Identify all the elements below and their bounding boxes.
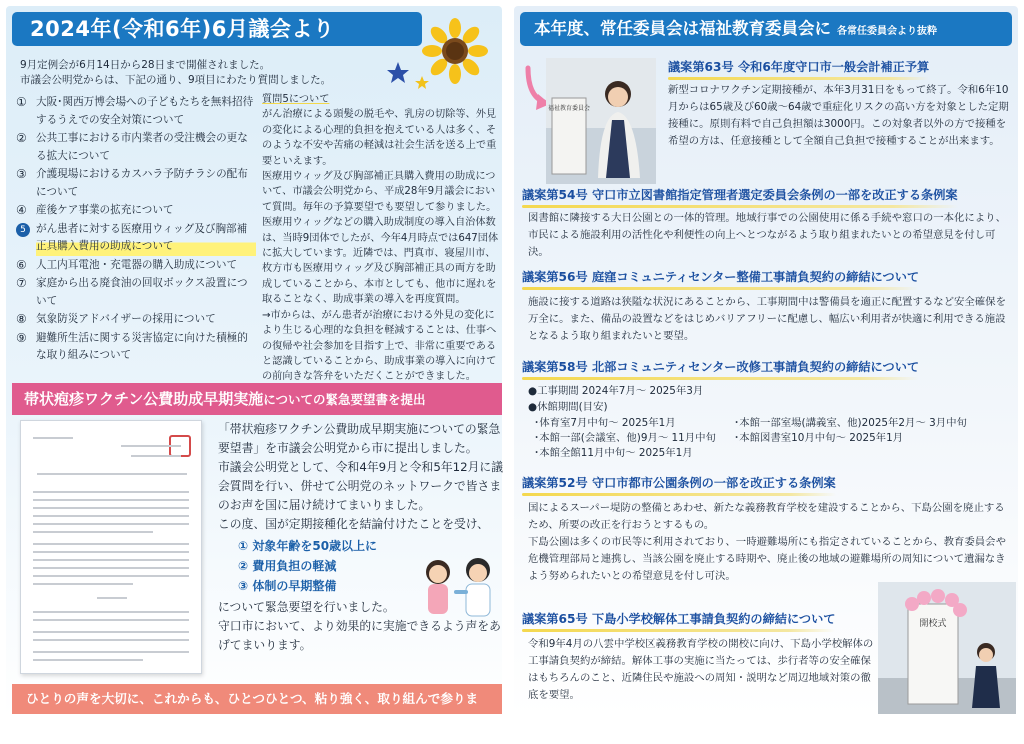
bill-56-heading: 議案第56号 庭窪コミュニティセンター整備工事請負契約の締結について	[522, 268, 919, 290]
question5-detail: 質問5について がん治療による頭髪の脱毛や、乳房の切除等、外見の変化による心理的負担を抱えている人は多く、そのような不安や苦痛の軽減は社会生活を送る上で重要といえます。 医療用ウィッグ及び胸部補正具購入費用の助成について、市議会公明党から、平成28年9月議会において質問。毎年の予算要望でも要望して参りました。 医療用ウィッグなどの購入助成制度の導入自治体数は、当時9団体でしたが、今年4月時点では647団体に拡大しています。近隣では、門真市、寝屋川市、枚方市も医療用ウィッグ及び胸部補正具の両方を助成していることから、本市としても、他市に遅れを取ることなく、助成事業の導入を再度質問。 →市からは、がん患者が治療における外見の変化により生じる心理的な負担を軽減することは、仕事への復帰や社会参加を目指す上で、非常に重要であると認識していることから、助成事業の導入に向けての前向きな答弁をいただくことができました。	[262, 92, 504, 385]
bill-54-body: 図書館に隣接する大日公園との一体的管理。地域行事での公園使用に係る手続や窓口の一本化により、市民による施設利用の活性化や利便性の向上へとつながるよう取り組まれたいとの希望意見を付し可決。	[528, 212, 1006, 258]
list-item: ⑥ 人工内耳電池・充電器の購入助成について	[16, 257, 238, 272]
bill-58-heading: 議案第58号 北部コミュニティセンター改修工事請負契約の締結について	[522, 358, 919, 380]
intro-text: 9月定例会が6月14日から28日まで開催されました。 市議会公明党からは、下記の通り、9項目にわたり質問しました。	[20, 59, 332, 86]
closure-item: ･本館図書室10月中旬～ 2025年1月	[734, 432, 904, 444]
committee-sign: 福祉教育委員会	[547, 105, 591, 112]
committee-title: 本年度、常任委員会は福祉教育委員会に 各常任委員会より抜粋	[520, 12, 1012, 46]
bill-63-body: 新型コロナワクチン定期接種が、本年3月31日をもって終了。令和6年10月からは65歳及び60歳～64歳で重症化リスクの高い方を対象とした定期接種に。原則有料で自己負担額は3000円。この対象者以外の方で接種を希望の方は、任意接種として全額自己負担で接種することが出来ます。	[668, 84, 1009, 147]
bill-63-heading: 議案第63号 令和6年度守口市一般会計補正予算	[668, 58, 929, 80]
bill-65-heading: 議案第65号 下島小学校解体工事請負契約の締結について	[522, 610, 835, 632]
list-item: ⑧ 気象防災アドバイザーの採用について	[16, 312, 216, 326]
list-item: ⑨ 避難所生活に関する災害協定に向けた積極的な取り組みについて	[16, 330, 248, 361]
closure-item: ･体育室7月中旬～ 2025年1月	[534, 417, 676, 429]
footer-slogan: ひとりの声を大切に、これからも、ひとつひとつ、粘り強く、取り組んで参ります。	[12, 684, 502, 714]
list-item: ③ 体制の早期整備	[238, 579, 337, 593]
bill-52-body: 国によるスーパー堤防の整備とあわせ、新たな義務教育学校を建設することから、下島公園を廃止するため、所要の改正を行おうとするもの。 下島公園は多くの市民等に利用されており、一時避難場所にも指定されていることから、教育委員会や危機管理部局と連携し、当該公園を廃止する時期や、廃止後の地域の避難場所の周知について遺漏なきよう努められたいとの希望意見を付し可決。	[528, 502, 1006, 582]
closure-item: ･本館一部(会議室、他)9月～ 11月中旬	[534, 432, 716, 444]
closure-item: ･本館一部室場(講義室、他)2025年2月～ 3月中旬	[734, 417, 967, 429]
bill-54-heading: 議案第54号 守口市立図書館指定管理者選定委員会条例の一部を改正する条例案	[522, 186, 958, 208]
list-item: ② 費用負担の軽減	[238, 559, 337, 573]
closure-item: ･本館全館11月中旬～ 2025年1月	[534, 447, 693, 459]
committee-member-photo	[546, 58, 656, 184]
list-item: ④ 産後ケア事業の拡充について	[16, 203, 174, 217]
list-item-highlighted: 5 がん患者に対する医療用ウィッグ及び胸部補正具購入費用の助成について	[16, 221, 256, 256]
construction-period: ●工事期間 2024年7月～ 2025年3月	[528, 385, 704, 397]
bill-52-heading: 議案第52号 守口市都市公園条例の一部を改正する条例案	[522, 474, 836, 496]
question-list	[16, 94, 256, 366]
closure-period-label: ●休館期間(目安)	[528, 401, 608, 413]
list-item: ① 大阪･関西万博会場への子どもたちを無料招待するうえでの安全対策について	[16, 95, 254, 126]
right-page	[514, 6, 1018, 717]
bill-56-body: 施設に接する道路は狭隘な状況にあることから、工事期間中は警備員を適正に配置するなど安全確保を万全に。また、備品の設置などをはじめバリアフリーに配慮し、幅広い利用者が快適に利用できる施設となるよう取り組まれたいと要望。	[528, 296, 1006, 342]
request-document-image	[20, 420, 202, 674]
list-item: ② 公共工事における市内業者の受注機会の更なる拡大について	[16, 131, 248, 162]
school-opening-photo	[878, 582, 1016, 714]
vaccination-illustration-icon	[416, 554, 504, 622]
list-item: ⑦ 家庭から出る廃食油の回収ボックス設置について	[16, 276, 248, 307]
opening-sign: 開校式	[919, 619, 947, 629]
shingles-request-title: 帯状疱疹ワクチン公費助成早期実施についての緊急要望書を提出	[12, 383, 502, 415]
left-page	[6, 6, 504, 736]
bill-65-body: 令和9年4月の八雲中学校区義務教育学校の開校に向け、下島小学校解体の工事請負契約が締結。解体工事の実施に当たっては、歩行者等の安全確保はもちろんのこと、近隣住民や施設への周知・説明など周辺地域対策の徹底を要望。	[528, 638, 874, 701]
june-council-title: 2024年(令和6年)6月議会より	[12, 12, 422, 46]
shingles-request-body: 「帯状疱疹ワクチン公費助成早期実施についての緊急要望書」を市議会公明党から市に提出しました。 市議会公明党として、令和4年9月と令和5年12月に議会質問を行い、併せて公明党のネットワークで皆さまのお声を国に届け続けてまいりました。 この度、国が定期接種化を結論付けたことを受け、 ① 対象年齢を50歳以上に ② 費用負担の軽減 ③ 体制の早期整備 について緊急要望を行いました。 守口市において、より効果的に実施できるよう声をあげてまいります。	[218, 422, 504, 652]
question5-title: 質問5について	[262, 94, 330, 105]
list-item: ① 対象年齢を50歳以上に	[238, 539, 378, 553]
list-item: ③ 介護現場におけるカスハラ予防チラシの配布について	[16, 167, 248, 198]
